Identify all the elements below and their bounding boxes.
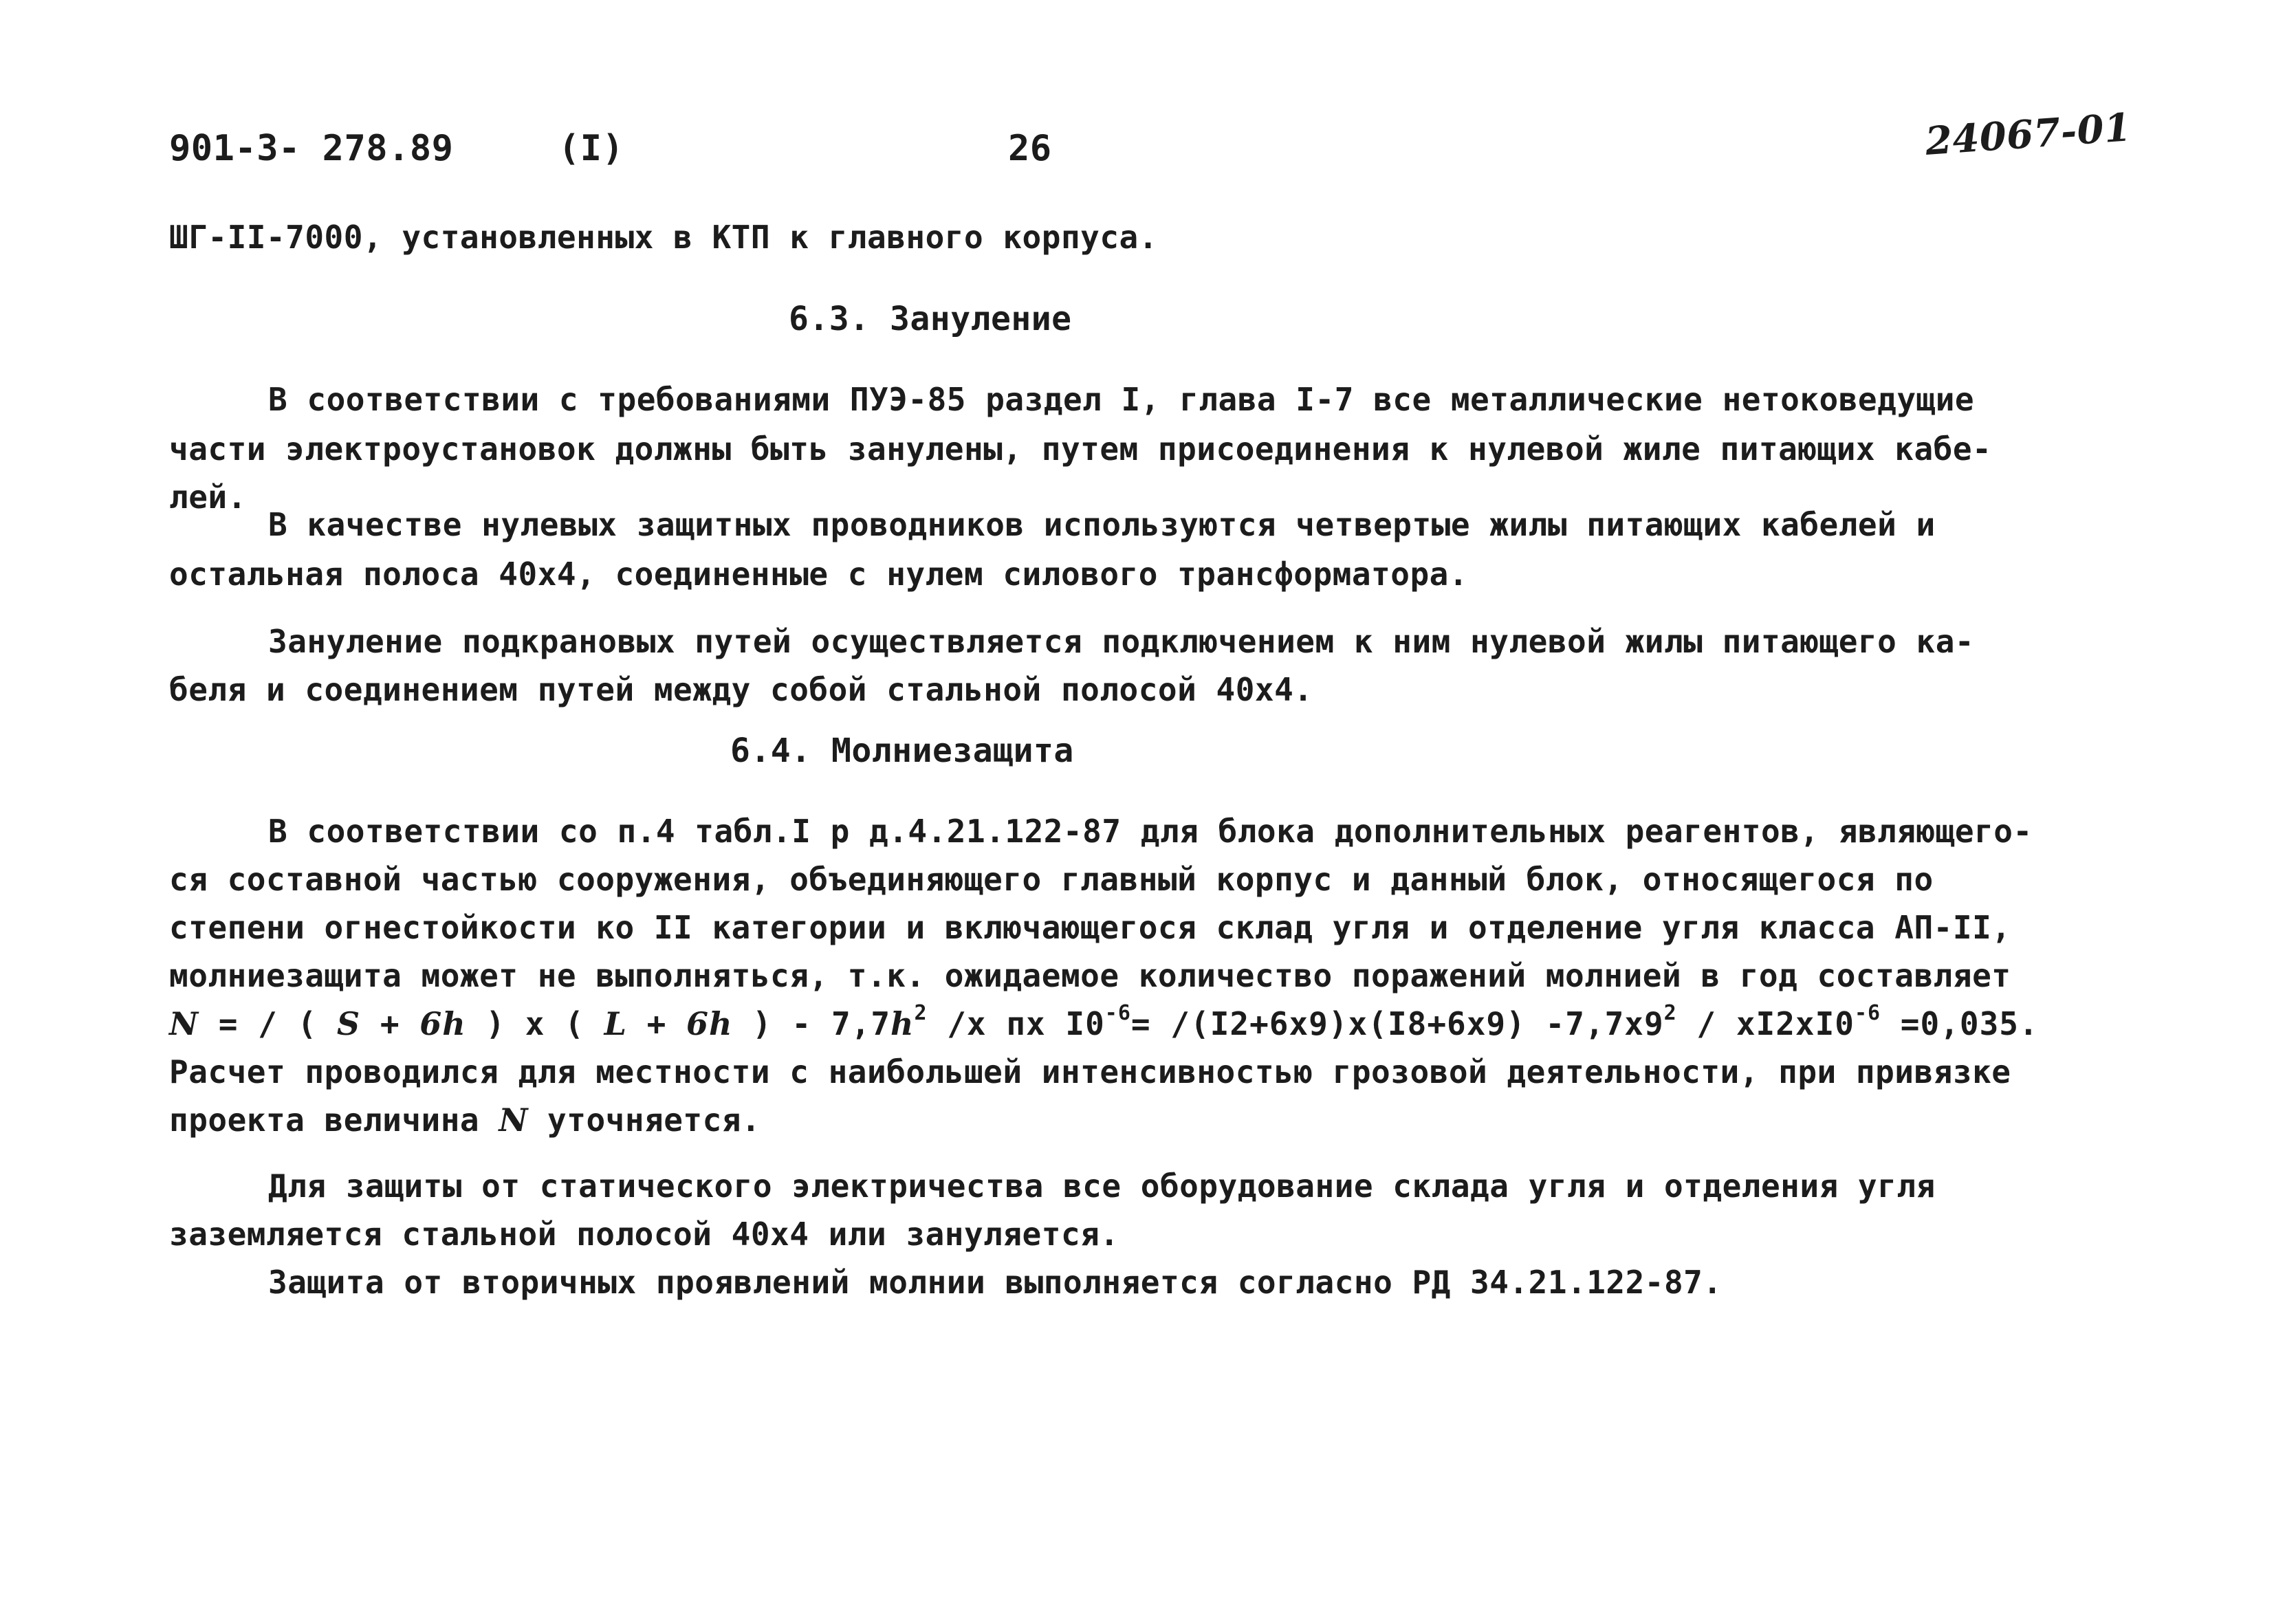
formula-result: =0,035.	[1881, 1005, 2039, 1042]
formula-part: ) x (	[466, 1005, 604, 1042]
paragraph-line: В соответствии с требованиями ПУЭ-85 раздел I, глава I-7 все металлические нетоковедущие	[268, 381, 1975, 418]
intro-line: ШГ-II-7000, установленных в КТП к главного корпуса.	[169, 219, 1158, 256]
text-fragment: проекта величина	[169, 1101, 499, 1139]
text-fragment: уточняется.	[527, 1101, 761, 1139]
paragraph-line: Защита от вторичных проявлений молнии выполняется согласно РД 34.21.122-87.	[268, 1264, 1723, 1301]
paragraph-line: Расчет проводился для местности с наибольшей интенсивностью грозовой деятельности, при привязке	[169, 1053, 2011, 1090]
page-number: 26	[1008, 128, 1052, 169]
formula-symbol-n: N	[499, 1101, 528, 1139]
formula-part: ) - 7,7	[732, 1005, 891, 1042]
paragraph-line: В качестве нулевых защитных проводников используются четвертые жилы питающих кабелей и	[268, 506, 1936, 543]
formula-part: / xI2xI0	[1676, 1005, 1855, 1042]
formula-exponent: -6	[1854, 1001, 1881, 1025]
doc-code: 901-3- 278.89	[169, 128, 454, 169]
paragraph-line: лей.	[169, 479, 247, 516]
formula-symbol-h: h	[890, 1005, 915, 1042]
paragraph-line: молниезащита может не выполняться, т.к. ожидаемое количество поражений молнией в год составляет	[169, 957, 2011, 994]
paragraph-line: остальная полоса 40х4, соединенные с нулем силового трансформатора.	[169, 556, 1469, 593]
paragraph-line: степени огнестойкости ко II категории и включающегося склад угля и отделение угля класса АП-II,	[169, 909, 2011, 946]
lightning-formula	[169, 1001, 2039, 1042]
formula-exponent: 2	[914, 1001, 928, 1025]
formula-symbol-l: L	[604, 1005, 627, 1042]
paragraph-line: заземляется стальной полосой 40х4 или зануляется.	[169, 1216, 1119, 1253]
section-heading-6-4: 6.4. Молниезащита	[730, 732, 1074, 770]
formula-part: = / (	[199, 1005, 337, 1042]
section-heading-6-3: 6.3. Зануление	[789, 300, 1072, 338]
formula-symbol-n: N	[169, 1005, 199, 1042]
formula-symbol-6h: 6h	[686, 1005, 733, 1042]
inventory-number: 24067-01	[1923, 105, 2133, 164]
formula-part: +	[360, 1005, 420, 1042]
paragraph-line: части электроустановок должны быть занулены, путем присоединения к нулевой жиле питающих кабе-	[169, 430, 1992, 468]
paragraph-line: Зануление подкрановых путей осуществляется подключением к ним нулевой жилы питающего ка-	[268, 623, 1975, 660]
formula-exponent: -6	[1104, 1001, 1131, 1025]
paragraph-line: Для защиты от статического электричества все оборудование склада угля и отделения угля	[268, 1167, 1936, 1205]
paragraph-line: беля и соединением путей между собой стальной полосой 40х4.	[169, 671, 1313, 708]
formula-part: +	[626, 1005, 687, 1042]
paragraph-line: ся составной частью сооружения, объединяющего главный корпус и данный блок, относящегося по	[169, 861, 1934, 898]
formula-part: /x пх I0	[927, 1005, 1105, 1042]
paragraph-line: В соответствии со п.4 табл.I р д.4.21.122-87 для блока дополнительных реагентов, являющего-	[268, 813, 2033, 850]
formula-part: = /(I2+6x9)x(I8+6x9) -7,7x9	[1130, 1005, 1664, 1042]
formula-exponent: 2	[1663, 1001, 1677, 1025]
paragraph-line	[169, 1101, 761, 1139]
part-number: (I)	[558, 128, 624, 169]
formula-symbol-6h: 6h	[419, 1005, 466, 1042]
formula-symbol-s: S	[336, 1005, 361, 1042]
